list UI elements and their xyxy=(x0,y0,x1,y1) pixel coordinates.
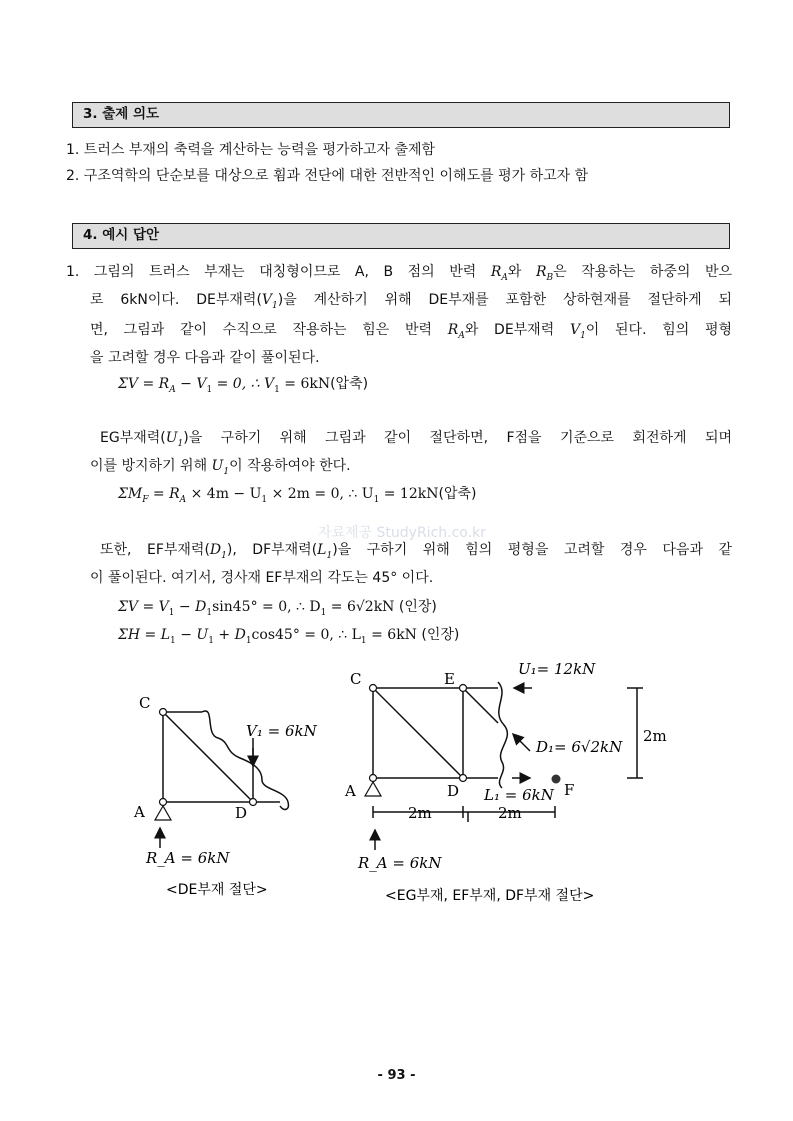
label-a: A xyxy=(134,803,145,821)
label-span-1: 2m xyxy=(408,804,432,822)
page-number: - 93 - xyxy=(377,1068,416,1083)
label-e: E xyxy=(444,670,455,688)
answer-p2-line2: 이를 방지하기 위해 $U_1$이 작용하여야 한다. xyxy=(90,458,351,477)
label-a-2: A xyxy=(345,782,356,800)
intent-item-2: 2. 구조역학의 단순보를 대상으로 휨과 전단에 대한 전반적인 이해도를 평가 하고자 함 xyxy=(66,168,589,184)
node-c-2 xyxy=(370,685,377,692)
answer-p3-line1: 또한, EF부재력$(D_1)$, DF부재력$(L_1)$을 구하기 위해 힘의 평형을 고려할 경우 다음과 같 xyxy=(100,542,732,561)
label-ra-2: R_A = 6kN xyxy=(358,854,442,872)
label-u1: U₁= 12kN xyxy=(518,660,596,678)
answer-p1-line2: 로 6kN이다. DE부재력$(V_1)$을 계산하기 위해 DE부재를 포함한 상하현재를 절단하게 되 xyxy=(90,292,732,311)
caption-de-cut: <DE부재 절단> xyxy=(166,882,268,898)
label-v1: V₁ = 6kN xyxy=(246,722,317,740)
label-d: D xyxy=(235,804,248,822)
equation-sum-v-1: $\Sigma V = R_A - V_1 = 0$, ∴ $V_1 = 6kN$(압축) xyxy=(118,376,369,395)
node-f xyxy=(552,775,561,784)
truss-figures xyxy=(0,650,793,950)
equation-sum-v-2: $\Sigma V = V_1 - D_1\sin 45^\circ = 0$, ∴ $D_1 = 6√2kN$ (인장) xyxy=(118,599,437,618)
label-f: F xyxy=(564,781,575,799)
label-span-2: 2m xyxy=(498,804,522,822)
node-a-2 xyxy=(370,775,377,782)
answer-p1-line1: 1. 그림의 트러스 부재는 대칭형이므로 A, B 점의 반력 $R_A$와 $R_B$은 작용하는 하중의 반으 xyxy=(66,264,733,283)
node-d-2 xyxy=(460,775,467,782)
section-3-header: 3. 출제 의도 xyxy=(72,102,730,128)
answer-p1-line3: 면, 그림과 같이 수직으로 작용하는 힘은 반력 $R_A$와 DE부재력 $V_1$이 된다. 힘의 평형 xyxy=(90,322,733,341)
equation-sum-moment-f: $\Sigma M_F = R_A \times 4m - U_1 \times 2m = 0$, ∴ $U_1 = 12kN$(압축) xyxy=(118,486,477,505)
node-a xyxy=(160,799,167,806)
force-d1-arrow xyxy=(513,734,530,751)
label-d-2: D xyxy=(447,782,460,800)
label-ra-1: R_A = 6kN xyxy=(146,849,230,867)
answer-p2-line1: EG부재력$(U_1)$을 구하기 위해 그림과 같이 절단하면, F점을 기준으로 회전하게 되며 xyxy=(100,430,732,449)
section-4-header: 4. 예시 답안 xyxy=(72,223,730,249)
answer-p3-line2: 이 풀이된다. 여기서, 경사재 EF부재의 각도는 45° 이다. xyxy=(90,570,434,586)
label-c-2: C xyxy=(350,670,362,688)
watermark: 자료제공 StudyRich.co.kr xyxy=(318,525,486,541)
support-a-2-icon xyxy=(365,782,381,796)
equation-sum-h: $\Sigma H = L_1 - U_1 + D_1\cos 45^\circ = 0$, ∴ $L_1 = 6kN$ (인장) xyxy=(118,627,460,646)
label-l1: L₁ = 6kN xyxy=(484,786,554,804)
node-c xyxy=(160,709,167,716)
label-height: 2m xyxy=(643,727,667,745)
label-c: C xyxy=(139,694,151,712)
answer-p1-line4: 을 고려할 경우 다음과 같이 풀이된다. xyxy=(90,350,320,366)
node-d xyxy=(250,799,257,806)
intent-item-1: 1. 트러스 부재의 축력을 계산하는 능력을 평가하고자 출제함 xyxy=(66,142,436,158)
caption-eg-cut: <EG부재, EF부재, DF부재 절단> xyxy=(385,888,595,904)
support-a-icon xyxy=(155,806,171,820)
label-d1: D₁= 6√2kN xyxy=(536,738,623,756)
node-e xyxy=(460,685,467,692)
